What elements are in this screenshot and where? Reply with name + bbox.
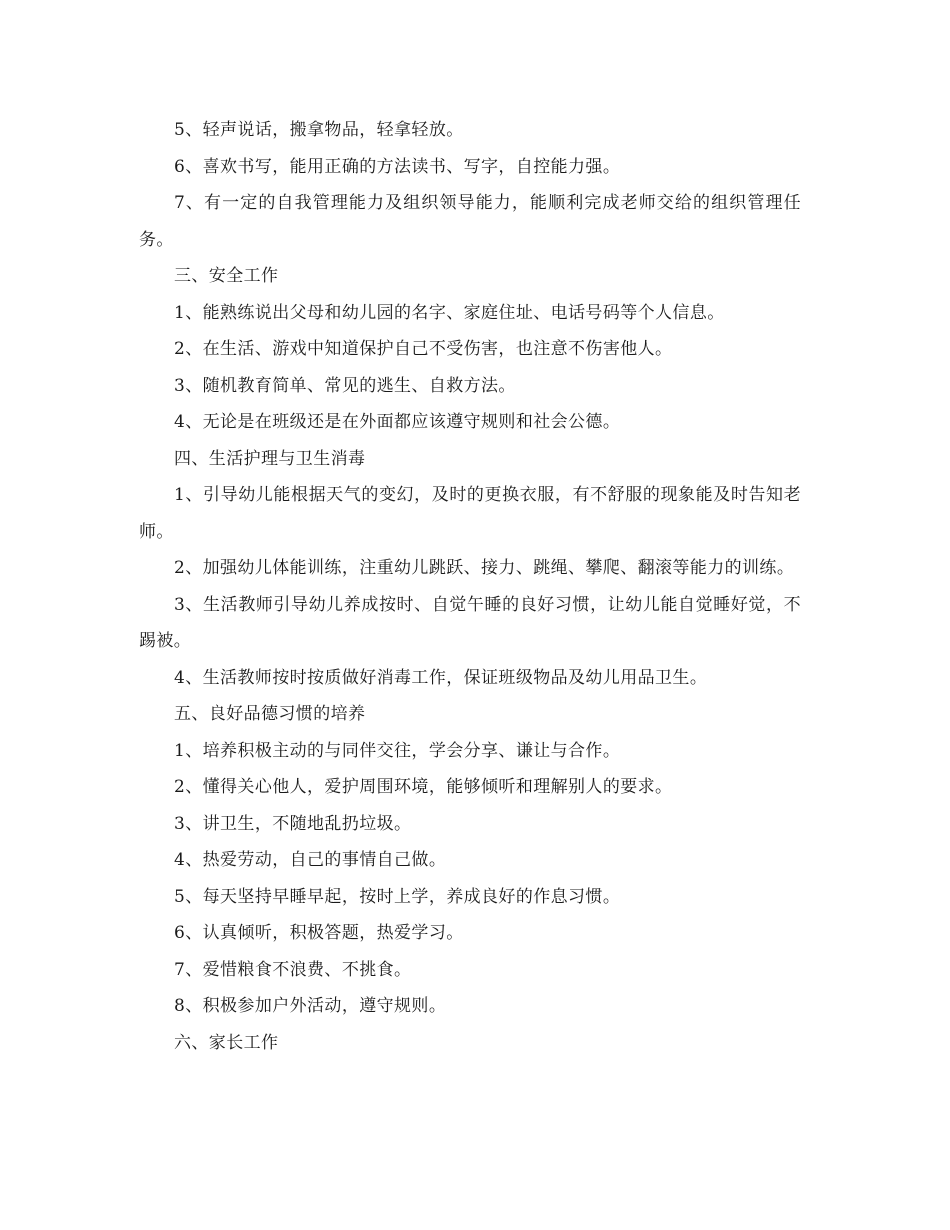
paragraph-item: 1、能熟练说出父母和幼儿园的名字、家庭住址、电话号码等个人信息。 — [174, 302, 725, 323]
paragraph-item: 7、有一定的自我管理能力及组织领导能力，能顺利完成老师交给的组织管理任务。 — [139, 193, 801, 250]
paragraph-item: 3、讲卫生，不随地乱扔垃圾。 — [174, 813, 412, 834]
section-heading: 三、安全工作 — [174, 266, 279, 286]
paragraph-item: 2、在生活、游戏中知道保护自己不受伤害，也注意不伤害他人。 — [174, 339, 673, 359]
paragraph-item: 3、随机教育简单、常见的逃生、自救方法。 — [174, 375, 516, 396]
paragraph-item: 4、无论是在班级还是在外面都应该遵守规则和社会公德。 — [174, 412, 621, 432]
paragraph-item: 4、热爱劳动，自己的事情自己做。 — [174, 850, 447, 870]
paragraph-item: 6、喜欢书写，能用正确的方法读书、写字，自控能力强。 — [174, 156, 621, 177]
paragraph-item: 3、生活教师引导幼儿养成按时、自觉午睡的良好习惯，让幼儿能自觉睡好觉，不踢被。 — [139, 594, 801, 651]
section-heading: 六、家长工作 — [174, 1032, 279, 1053]
paragraph-item: 1、引导幼儿能根据天气的变幻，及时的更换衣服，有不舒服的现象能及时告知老师。 — [139, 485, 801, 542]
paragraph-item: 7、爱惜粮食不浪费、不挑食。 — [174, 959, 412, 980]
section-heading: 四、生活护理与卫生消毒 — [174, 448, 366, 469]
paragraph-item: 5、每天坚持早睡早起，按时上学，养成良好的作息习惯。 — [174, 886, 621, 907]
paragraph-item: 2、加强幼儿体能训练，注重幼儿跳跃、接力、跳绳、攀爬、翻滚等能力的训练。 — [174, 558, 795, 578]
paragraph-item: 2、懂得关心他人，爱护周围环境，能够倾听和理解别人的要求。 — [174, 777, 673, 797]
paragraph-item: 1、培养积极主动的与同伴交往，学会分享、谦让与合作。 — [174, 740, 621, 761]
paragraph-item: 4、生活教师按时按质做好消毒工作，保证班级物品及幼儿用品卫生。 — [174, 667, 708, 688]
section-heading: 五、良好品德习惯的培养 — [174, 704, 366, 724]
paragraph-item: 6、认真倾听，积极答题，热爱学习。 — [174, 923, 464, 943]
paragraph-item: 5、轻声说话，搬拿物品，轻拿轻放。 — [174, 120, 464, 140]
document-body — [139, 112, 801, 1061]
paragraph-item: 8、积极参加户外活动，遵守规则。 — [174, 996, 447, 1016]
